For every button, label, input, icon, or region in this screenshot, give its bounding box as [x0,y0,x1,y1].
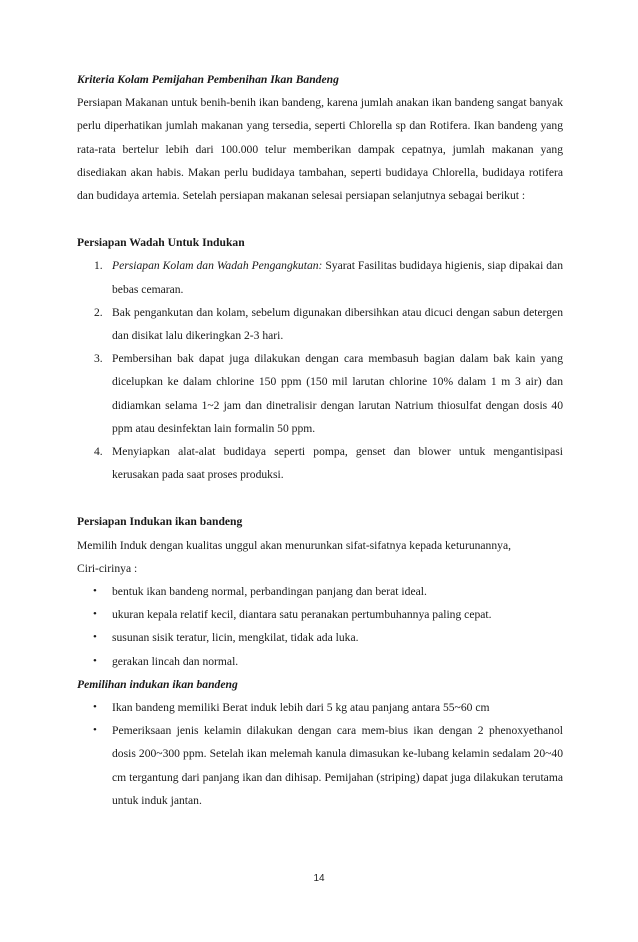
list-item [77,603,563,626]
list-item-text: Menyiapkan alat-alat budidaya seperti pompa, genset dan blower untuk mengantisipasi kerusakan pada saat proses produksi. [112,445,563,482]
bullet-list-pemilihan [77,696,563,812]
list-item-text: Pemeriksaan jenis kelamin dilakukan dengan cara mem-bius ikan dengan 2 phenoxyethanol dosis 200~300 ppm. Setelah ikan melemah kanula dimasukan ke-lubang kelamin sedalam 20~40 cm tergantung dari panjang ikan dan dihisap. Pemijahan (striping) dapat juga dilakukan terutama untuk induk jantan. [112,724,563,807]
bullet-icon: • [93,585,97,598]
list-item-text: Ikan bandeng memiliki Berat induk lebih dari 5 kg atau panjang antara 55~60 cm [112,701,490,715]
list-item-text: Pembersihan bak dapat juga dilakukan dengan cara membasuh bagian dalam bak kain yang dicelupkan ke dalam chlorine 150 ppm (150 mil larutan chlorine 10% dalam 1 m 3 air) dan didiamkan selama 1~2 jam dan dinetralisir dengan larutan Natrium thiosulfat dengan dosis 40 ppm atau desinfektan lain formalin 50 ppm. [112,352,563,435]
list-number: 2. [94,305,103,319]
list-item-text: Bak pengankutan dan kolam, sebelum digunakan dibersihkan atau dicuci dengan sabun detergen dan disikat lalu dikeringkan 2-3 hari. [112,305,563,343]
bullet-list-ciri [77,580,563,673]
list-item [77,440,563,486]
criteria-label: Ciri-cirinya : [77,561,138,575]
list-item [77,650,563,673]
list-item [77,347,563,440]
paragraph-persiapan-makanan: Persiapan Makanan untuk benih-benih ikan bandeng, karena jumlah anakan ikan bandeng sangat banyak perlu diperhatikan jumlah makanan yang tersedia, seperti Chlorella sp dan Rotifera. Ikan bandeng yang rata-rata bertelur lebih dari 100.000 telur memberikan dampak cepatnya, jumlah makanan yang disediakan akan habis. Makan perlu budidaya tambahan, seperti budidaya Chlorella, budidaya rotifera dan budidaya artemia. Setelah persiapan makanan selesai persiapan selanjutnya sebagai berikut : [77,96,563,203]
list-number: 3. [94,352,103,366]
section-title-indukan: Persiapan Indukan ikan bandeng [77,515,243,529]
bullet-icon: • [93,631,97,644]
page-number: 14 [313,873,325,884]
list-item [77,580,563,603]
document-page [77,68,563,812]
bullet-icon: • [93,701,97,714]
list-item [77,696,563,719]
list-number: 4. [94,445,103,459]
section-title-kriteria: Kriteria Kolam Pemijahan Pembenihan Ikan Bandeng [77,73,339,86]
list-item [77,254,563,300]
list-item [77,719,563,812]
section-title-pemilihan: Pemilihan indukan ikan bandeng [77,677,238,691]
bullet-icon: • [93,608,97,621]
list-item [77,301,563,347]
bullet-icon: • [93,724,97,737]
paragraph-memilih-induk: Memilih Induk dengan kualitas unggul akan menurunkan sifat-sifatnya kepada keturunannya, [77,538,511,552]
list-item-text: bentuk ikan bandeng normal, perbandingan panjang dan berat ideal. [112,585,427,599]
numbered-list-wadah [77,254,563,486]
list-item-text: susunan sisik teratur, licin, mengkilat, tidak ada luka. [112,631,359,645]
list-number: 1. [94,259,103,273]
list-item-lead: Persiapan Kolam dan Wadah Pengangkutan: [112,259,323,273]
list-item-text: gerakan lincah dan normal. [112,654,239,668]
list-item [77,626,563,649]
list-item-text: Syarat Fasilitas budidaya higienis, siap dipakai dan bebas cemaran. [112,259,563,296]
list-item-text: ukuran kepala relatif kecil, diantara satu peranakan pertumbuhannya paling cepat. [112,608,492,622]
spacer [77,486,563,510]
spacer [77,207,563,231]
bullet-icon: • [93,654,97,667]
section-title-wadah: Persiapan Wadah Untuk Indukan [77,236,245,250]
